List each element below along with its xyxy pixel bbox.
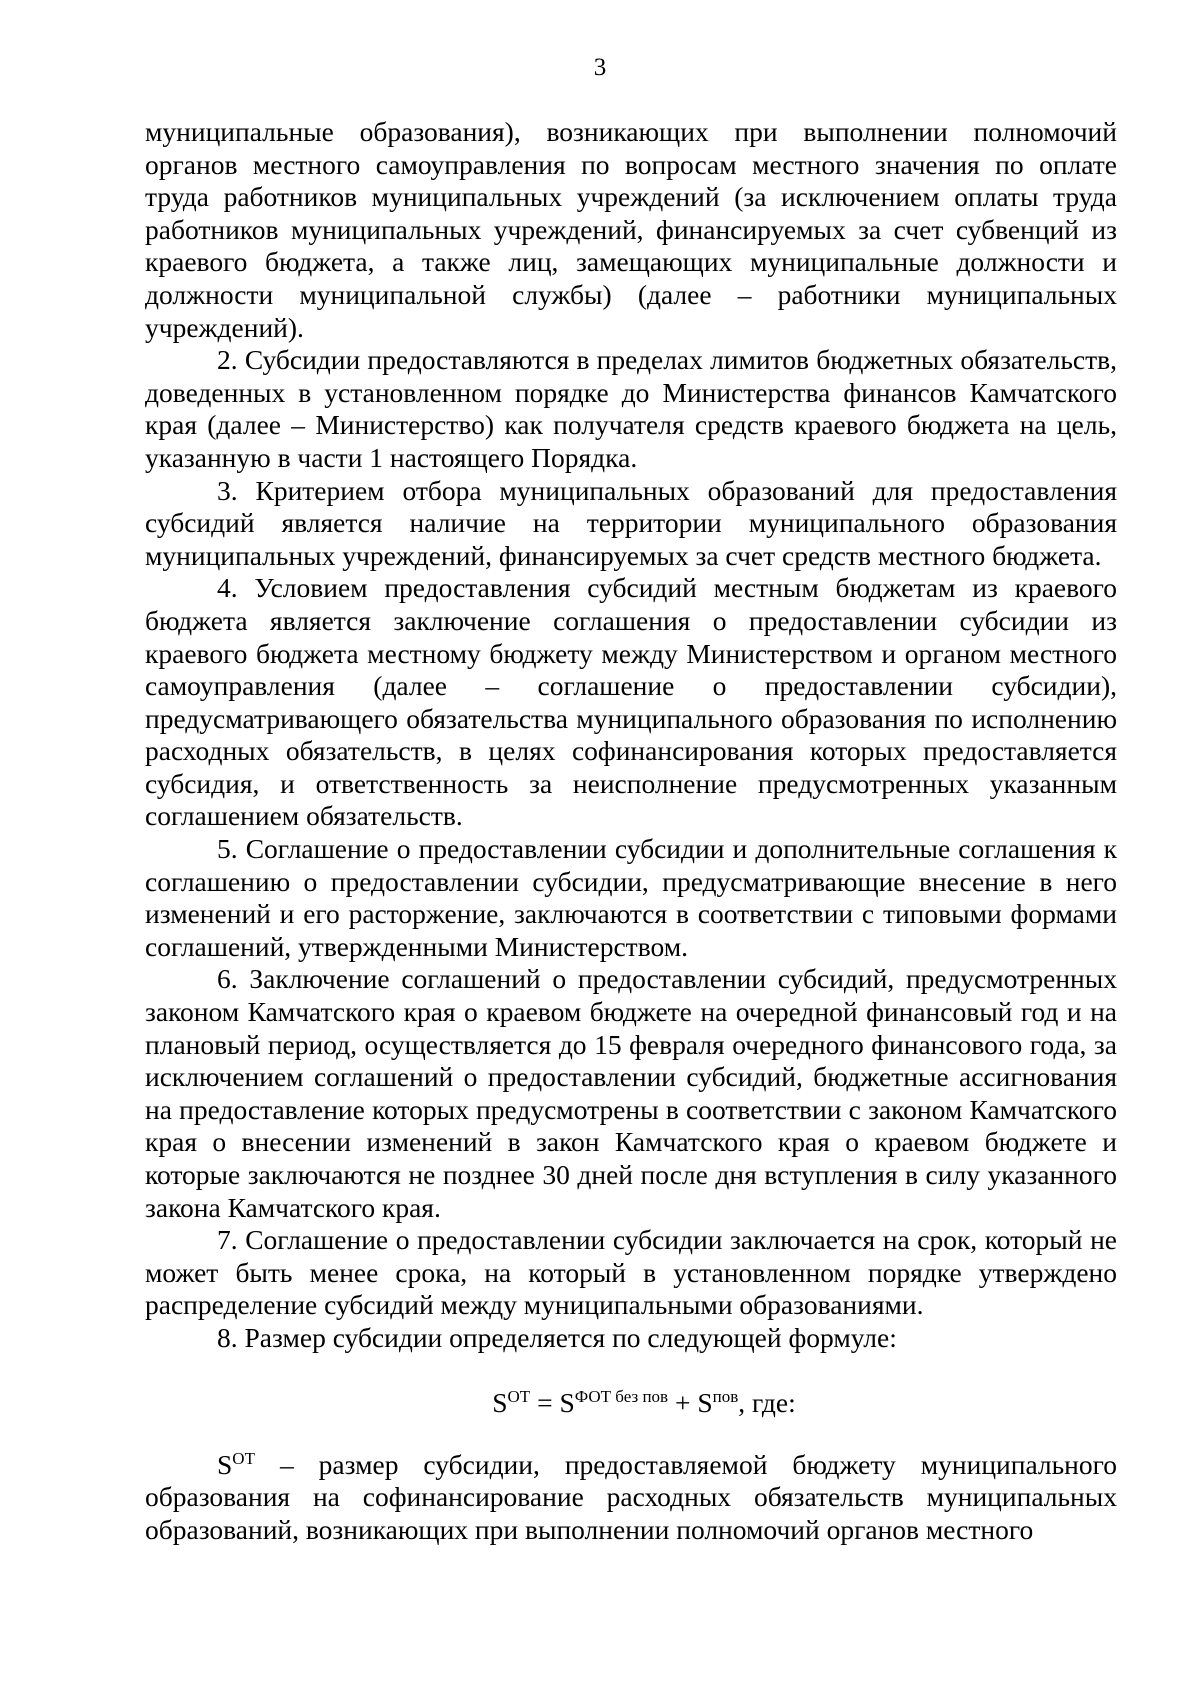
page-number: 3	[593, 54, 607, 81]
definition-text: – размер субсидии, предоставляемой бюджету муниципального образования на софинансирование расходных обязательств муниципальных образований, возникающих при выполнении полномочий органов местного	[145, 1448, 1117, 1545]
paragraph-8: 8. Размер субсидии определяется по следующей формуле:	[217, 1321, 897, 1353]
formula-equals: =	[530, 1386, 560, 1418]
paragraph-continuation: муниципальные образования), возникающих при выполнении полномочий органов местного самоуправления по вопросам местного значения по оплате труда работников муниципальных учреждений (за исключением оплаты труда работников муниципальных учреждений, финансируемых за счет субвенций из краевого бюджета, а также лиц, замещающих муниципальные должности и должности муниципальной службы) (далее – работники муниципальных учреждений).	[145, 116, 1117, 343]
formula-plus: +	[668, 1386, 698, 1418]
formula-symbol-sfot: S	[559, 1386, 575, 1418]
paragraph-7: 7. Соглашение о предоставлении субсидии заключается на срок, который не может быть менее срока, на который в установленном порядке утверждено распределение субсидий между муниципальными образованиями.	[145, 1224, 1117, 1321]
paragraph-3: 3. Критерием отбора муниципальных образований для предоставления субсидий является наличие на территории муниципального образования муниципальных учреждений, финансируемых за счет средств местного бюджета.	[145, 474, 1117, 571]
formula-sup-ot: ОТ	[507, 1386, 531, 1406]
paragraph-2: 2. Субсидии предоставляются в пределах лимитов бюджетных обязательств, доведенных в установленном порядке до Министерства финансов Камчатского края (далее – Министерство) как получателя средств краевого бюджета на цель, указанную в части 1 настоящего Порядка.	[145, 344, 1117, 473]
paragraph-6: 6. Заключение соглашений о предоставлении субсидий, предусмотренных законом Камчатского края о краевом бюджете на очередной финансовый год и на плановый период, осуществляется до 15 февраля очередного финансового года, за исключением соглашений о предоставлении субсидий, бюджетные ассигнования на предоставление которых предусмотрены в соответствии с законом Камчатского края о внесении изменений в закон Камчатского края о краевом бюджете и которые заключаются не позднее 30 дней после дня вступления в силу указанного закона Камчатского края.	[145, 963, 1117, 1223]
document-body	[145, 116, 1117, 1546]
formula-symbol-sot: S	[492, 1386, 508, 1418]
definition-symbol-sup: ОТ	[232, 1448, 255, 1468]
formula-where: , где:	[738, 1386, 796, 1418]
paragraph-5: 5. Соглашение о предоставлении субсидии и дополнительные соглашения к соглашению о предоставлении субсидии, предусматривающие внесение в него изменений и его расторжение, заключаются в соответствии с типовыми формами соглашений, утвержденными Министерством.	[145, 833, 1117, 962]
subsidy-formula	[145, 1383, 1117, 1423]
definition-symbol: S	[217, 1448, 233, 1480]
formula-sup-fot: ФОТ без пов	[574, 1386, 669, 1406]
formula-sup-pov: пов	[712, 1386, 739, 1406]
paragraph-4: 4. Условием предоставления субсидий местным бюджетам из краевого бюджета является заключение соглашения о предоставлении субсидии из краевого бюджета местному бюджету между Министерством и органом местного самоуправления (далее – соглашение о предоставлении субсидии), предусматривающего обязательства муниципального образования по исполнению расходных обязательств, в целях софинансирования которых предоставляется субсидия, и ответственность за неисполнение предусмотренных указанным соглашением обязательств.	[145, 572, 1117, 832]
definition-sot	[145, 1449, 1117, 1547]
formula-symbol-spov: S	[697, 1386, 713, 1418]
